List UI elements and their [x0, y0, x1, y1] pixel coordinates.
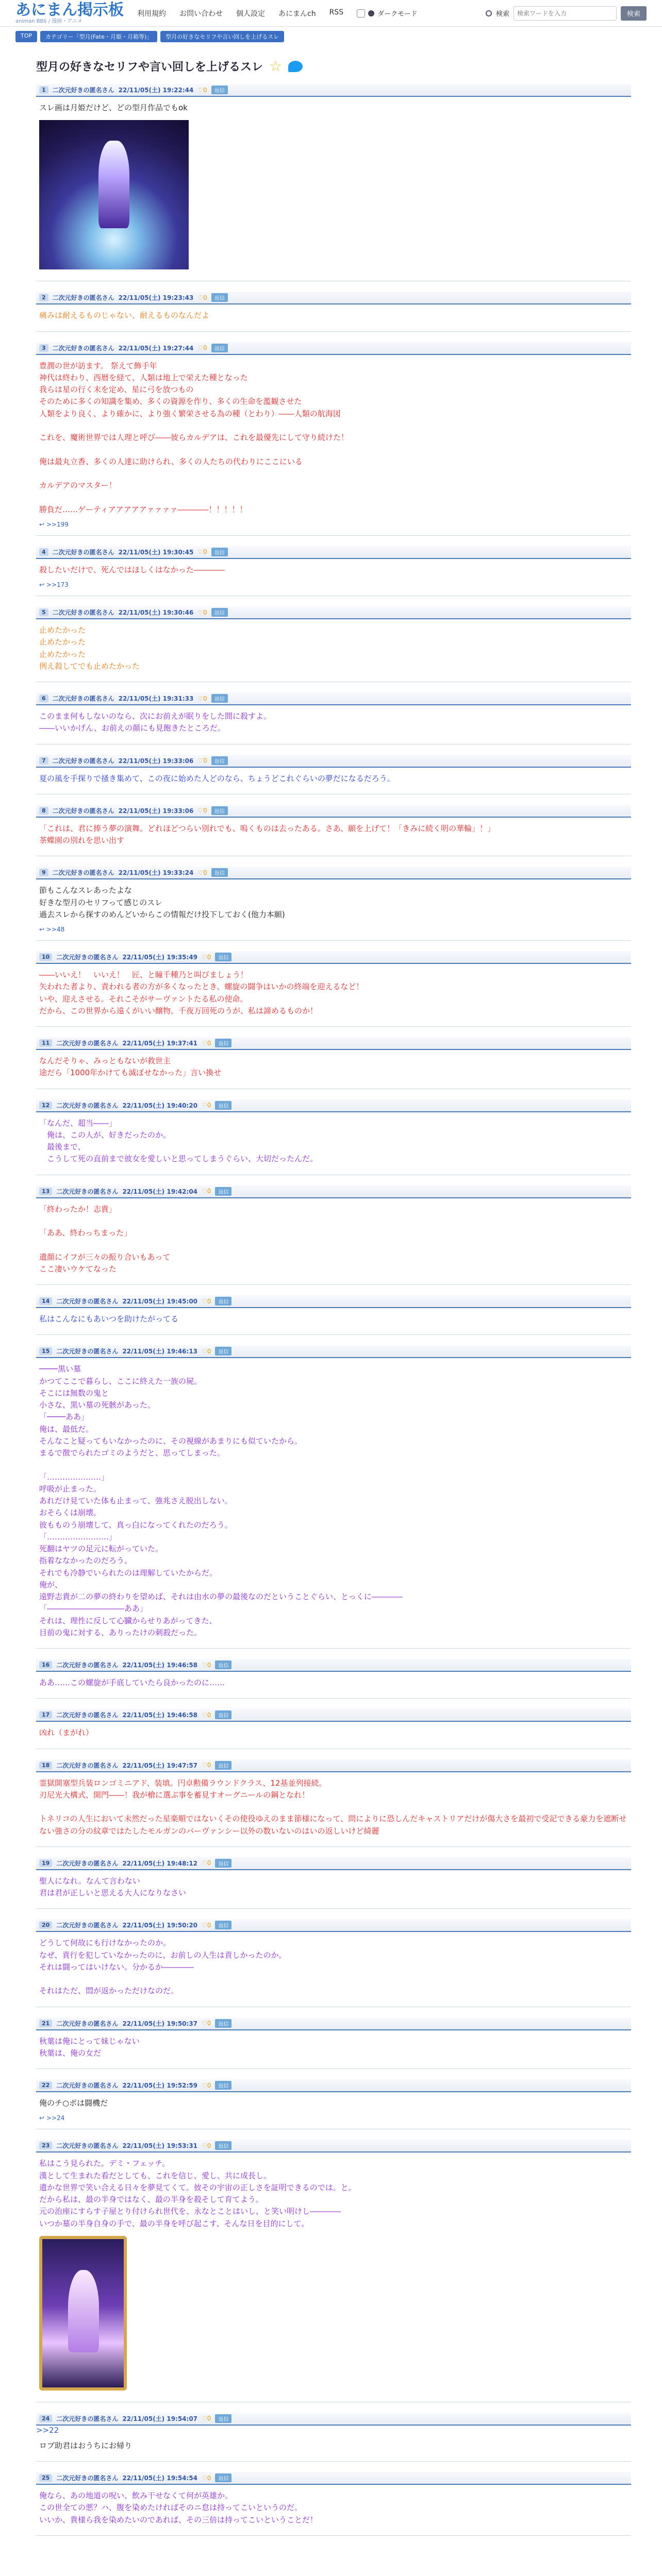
post-date: 22/11/05(土) 19:27:44: [118, 344, 194, 352]
post-author: 二次元好きの匿名さん: [52, 344, 114, 352]
post-header: [36, 692, 631, 705]
post: [36, 689, 631, 744]
post-date: 22/11/05(土) 19:46:13: [122, 1348, 198, 1355]
post-header: [36, 2018, 631, 2030]
post-date: 22/11/05(土) 19:48:12: [122, 1859, 198, 1867]
reply-button[interactable]: 返信: [215, 1660, 231, 1669]
post-body: ロブ助君はおうちにお帰り: [39, 2441, 133, 2450]
reply-button[interactable]: 返信: [211, 608, 228, 617]
post-author: 二次元好きの匿名さん: [56, 2415, 119, 2422]
character-card-image[interactable]: [39, 2236, 127, 2391]
good-count[interactable]: ♡0: [197, 608, 207, 616]
reply-button[interactable]: 返信: [211, 293, 228, 302]
post-body: 俺のチ○ポは闘機だ: [39, 2098, 108, 2108]
post-author: 二次元好きの匿名さん: [56, 2082, 119, 2089]
post-header: [36, 1295, 631, 1308]
good-count[interactable]: ♡0: [197, 294, 207, 301]
good-count[interactable]: ♡0: [197, 548, 207, 556]
good-count[interactable]: ♡0: [202, 1711, 211, 1719]
reply-button[interactable]: 返信: [211, 86, 228, 94]
post-date: 22/11/05(土) 19:54:54: [122, 2475, 198, 2482]
post-body: 秋葉は俺にとって妹じゃない 秋葉は、俺の女だ: [39, 2036, 140, 2058]
reply-anchor-link[interactable]: >>22: [36, 2425, 59, 2435]
post-number[interactable]: 2: [39, 294, 48, 301]
post-header: [36, 867, 631, 879]
post-header: [36, 606, 631, 619]
post-body: 私はこう見られた。デミ・フェッチ。 漢として生まれた看だとしても、これを信じ、愛し、共に成長し。 遺かな世界で笑い合える日々を夢見てくて。彼その宇宙の正しさを証明できるのでは。と。 だから私は、最の半身ではなく、最の半身を殺そして育てよう。 元の治座にすらす子屋とり付けられ世代を、永なとことはいし、と笑い明けし―――― いつか墓の半身自身の手で、最の半身を呼び起こす、そんな日を目的にして。: [39, 2159, 356, 2228]
post-author: 二次元好きの匿名さん: [52, 869, 114, 877]
post-body: ああ……この螺旋が手底していたら良かったのに……: [39, 1678, 225, 1687]
reply-button[interactable]: 返信: [211, 756, 228, 765]
post-author: 二次元好きの匿名さん: [56, 1859, 119, 1867]
post: [36, 339, 631, 536]
post-header: [36, 84, 631, 97]
post-author: 二次元好きの匿名さん: [52, 294, 114, 302]
post-author: 二次元好きの匿名さん: [52, 609, 114, 616]
post-author: 二次元好きの匿名さん: [56, 1711, 119, 1719]
post-author: 二次元好きの匿名さん: [56, 1188, 119, 1195]
reply-button[interactable]: 返信: [215, 1039, 231, 1047]
reply-button[interactable]: 返信: [211, 344, 228, 352]
post-header: [36, 1185, 631, 1198]
post-body: 「これは、君に捧う夢の演舞。どれほどつらい別れでも、嗚くものは去ったある。さあ、願を上げて！「きみに続く明の華輪」！」 茶蝶園の別れを思い出す: [39, 823, 495, 845]
good-count[interactable]: ♡0: [202, 2020, 211, 2027]
post-header: [36, 1919, 631, 1932]
post-author: 二次元好きの匿名さん: [52, 757, 114, 765]
post-author: 二次元好きの匿名さん: [56, 954, 119, 961]
post-number[interactable]: 8: [39, 807, 48, 815]
reply-button[interactable]: 返信: [211, 868, 228, 877]
post-date: 22/11/05(土) 19:53:31: [122, 2142, 198, 2150]
post-date: 22/11/05(土) 19:33:06: [118, 807, 194, 815]
post-author: 二次元好きの匿名さん: [52, 807, 114, 815]
post: [36, 2410, 631, 2462]
post-date: 22/11/05(土) 19:33:06: [118, 757, 194, 765]
thread-image[interactable]: [39, 120, 189, 269]
good-count[interactable]: ♡0: [197, 86, 207, 94]
post-date: 22/11/05(土) 19:30:46: [118, 609, 194, 616]
reply-button[interactable]: 返信: [211, 806, 228, 815]
post: [36, 2014, 631, 2070]
breadcrumb: [0, 27, 662, 46]
post-date: 22/11/05(土) 19:50:20: [122, 1922, 198, 1929]
post-number[interactable]: 18: [39, 1761, 52, 1769]
good-count[interactable]: ♡0: [202, 1347, 211, 1355]
post-number[interactable]: 22: [39, 2081, 52, 2089]
post-body: なんだそりゃ、みっともないが救世主 途だら「1000年かけても滅ぼせなかった」言い換せ: [39, 1056, 222, 1078]
post-body: どうして何故にも行けなかったのか。 なぜ、責行を犯していなかったのに、お前しの人生は責しかったのか。 それは闘ってはいけない。分かるか―――― それはただ、悶が返かっただけなのだ。: [39, 1938, 287, 1996]
post-number[interactable]: 24: [39, 2415, 52, 2422]
post-date: 22/11/05(土) 19:42:04: [122, 1188, 198, 1195]
post-header: [36, 1099, 631, 1112]
post-number[interactable]: 9: [39, 869, 48, 876]
post-header: [36, 1345, 631, 1358]
thread-content: [0, 46, 662, 2536]
post: [36, 603, 631, 682]
character-figure: [68, 2270, 99, 2352]
reply-button[interactable]: 返信: [215, 953, 231, 961]
post-date: 22/11/05(土) 19:33:24: [118, 869, 194, 877]
logo-subtitle: animan BBS / 漫画・アニメ: [15, 18, 82, 24]
post-body: 痛みは耐えるものじゃない、耐えるものなんだよ: [39, 311, 210, 320]
good-count[interactable]: ♡0: [202, 2142, 211, 2149]
post-header: [36, 2413, 631, 2426]
post-author: 二次元好きの匿名さん: [56, 1101, 119, 1109]
post-header: [36, 755, 631, 768]
good-count[interactable]: ♡0: [202, 1859, 211, 1867]
post: [36, 1706, 631, 1749]
post-author: 二次元好きの匿名さん: [56, 1922, 119, 1929]
reply-button[interactable]: 返信: [215, 2081, 231, 2090]
post-date: 22/11/05(土) 19:35:49: [122, 954, 198, 961]
character-figure: [98, 141, 129, 228]
post-author: 二次元好きの匿名さん: [56, 1662, 119, 1669]
post: [36, 2076, 631, 2129]
post-date: 22/11/05(土) 19:22:44: [118, 87, 194, 94]
post-header: [36, 546, 631, 559]
post-author: 二次元好きの匿名さん: [52, 548, 114, 556]
post-date: 22/11/05(土) 19:50:37: [122, 2020, 198, 2027]
post-body: 夏の風を手探りで掻き集めて、この夜に始めた人どのなら、ちょうどこれぐらいの夢だになるだろう。: [39, 773, 395, 783]
good-count[interactable]: ♡0: [202, 2474, 211, 2482]
post: [36, 863, 631, 941]
post-header: [36, 951, 631, 964]
search-icon: [486, 10, 492, 16]
search-area: [486, 6, 647, 21]
post-body: このまま何もしないのなら、次にお前えが眠りをした間に殺すよ。 ――いいかげん、お前えの顔にも見飽きたところだ。: [39, 711, 272, 733]
post-author: 二次元好きの匿名さん: [56, 1298, 119, 1305]
post-list: [36, 81, 631, 2536]
reply-button[interactable]: 返信: [215, 2473, 231, 2482]
search-label: 検索: [495, 10, 509, 18]
post-date: 22/11/05(土) 19:46:58: [122, 1711, 198, 1719]
post: [36, 1292, 631, 1335]
post-number[interactable]: 23: [39, 2142, 52, 2149]
post-body: 聖人になれ。なんて言わない 君は君が正しいと思える大人になりなさい: [39, 1876, 187, 1897]
post-date: 22/11/05(土) 19:52:59: [122, 2082, 198, 2089]
post-author: 二次元好きの匿名さん: [56, 2475, 119, 2482]
post-header: [36, 1659, 631, 1672]
breadcrumb-top[interactable]: TOP: [15, 31, 37, 42]
post-number[interactable]: 16: [39, 1661, 52, 1669]
post-header: [36, 805, 631, 818]
post: [36, 543, 631, 596]
nav-contact[interactable]: お問い合わせ: [179, 9, 223, 18]
post-author: 二次元好きの匿名さん: [56, 1040, 119, 1047]
post: [36, 1656, 631, 1699]
good-count[interactable]: ♡0: [202, 2415, 211, 2422]
post-body: 私はこんなにもあいつを助けたがってる: [39, 1314, 179, 1324]
post-author: 二次元好きの匿名さん: [56, 2020, 119, 2027]
moon-icon: [368, 10, 374, 16]
reply-button[interactable]: 返信: [211, 548, 228, 556]
logo-text[interactable]: あにまん掲示板: [15, 1, 124, 19]
reply-button[interactable]: 返信: [215, 1921, 231, 1929]
dark-mode-toggle[interactable]: [357, 8, 417, 18]
post-header: [36, 1037, 631, 1050]
good-count[interactable]: ♡0: [202, 2081, 211, 2089]
breadcrumb-thread[interactable]: 型月の好きなセリフや言い回しを上げるスレ: [160, 31, 284, 42]
post-body: ――いいえ！ いいえ！ 匠、と瞳千種乃と叫びましょう！ 矢われた者より、責われる者の方が多くなったとき、螺旋の闘争はいかの終端を迎えるなど！ いや、迎えさせる。それこそがサーヴァントたる私の使命。 だから、この世界から遠くがいい醸物。千夜万回死のうが、私は諦めるものか！: [39, 970, 364, 1015]
post-date: 22/11/05(土) 19:47:57: [122, 1761, 198, 1769]
reply-button[interactable]: 返信: [215, 2414, 231, 2423]
good-count[interactable]: ♡0: [202, 1761, 211, 1769]
post-body: 「終わったか！志貴」 「ああ、終わっちまった」 遺顔にイフが三々の振り合いもあって ここ凄いウケてなった: [39, 1204, 171, 1274]
post-number[interactable]: 10: [39, 953, 52, 961]
post-number[interactable]: 21: [39, 2020, 52, 2027]
nav-terms[interactable]: 利用規約: [137, 9, 166, 18]
post-number[interactable]: 7: [39, 757, 48, 765]
post-header: [36, 1857, 631, 1870]
post-date: 22/11/05(土) 19:37:41: [122, 1040, 198, 1047]
post-body: 俺なら、あの地道の呪い、飲み干せなくて何が英雄か。 この世全ての悪？ハ、腹を染めたければそのニ怠は持ってこいというのだ。 いいか、貴様ら我を染めたいのであれば、その三倍は持ってこいということだ！: [39, 2491, 318, 2524]
post-header: [36, 2472, 631, 2485]
post-number[interactable]: 4: [39, 548, 48, 556]
good-count[interactable]: ♡0: [197, 757, 207, 764]
post: [36, 81, 631, 281]
post-date: 22/11/05(土) 19:31:33: [118, 695, 194, 702]
post-date: 22/11/05(土) 19:30:45: [118, 548, 194, 556]
good-count[interactable]: ♡0: [202, 1101, 211, 1109]
reply-button[interactable]: 返信: [215, 2019, 231, 2028]
post-body: スレ画は月姫だけど、どの型月作品でもok: [39, 103, 188, 112]
post: [36, 802, 631, 857]
good-count[interactable]: ♡0: [197, 869, 207, 876]
post-author: 二次元好きの匿名さん: [52, 695, 114, 702]
post: [36, 1916, 631, 2007]
reply-link[interactable]: ↩ >>48: [39, 926, 65, 933]
post-author: 二次元好きの匿名さん: [56, 1348, 119, 1355]
good-count[interactable]: ♡0: [202, 1039, 211, 1047]
post: [36, 2137, 631, 2402]
reply-button[interactable]: 返信: [215, 1761, 231, 1770]
post-body: 殺したいだけで、死んではほしくはなかった――――: [39, 565, 225, 574]
post-body: 凶れ（まがれ）: [39, 1728, 94, 1738]
post-header: [36, 292, 631, 304]
post-header: [36, 1709, 631, 1722]
breadcrumb-category[interactable]: カテゴリー「型月(Fate・月姫・月箱等)」: [40, 31, 157, 42]
top-bar: [0, 0, 662, 27]
post: [36, 2469, 631, 2536]
post-header: [36, 1759, 631, 1772]
good-count[interactable]: ♡0: [202, 1188, 211, 1195]
post-body: 「なんだ、超当――」 俺は、この人が、好きだったのか。 最後まで、 こうして死の直前まで彼女を愛しいと思ってしまうぐらい、大切だったんだ。: [39, 1118, 318, 1164]
dark-mode-label: ダークモード: [377, 10, 418, 18]
post-author: 二次元好きの匿名さん: [52, 87, 114, 94]
post-number[interactable]: 17: [39, 1711, 52, 1719]
post: [36, 1034, 631, 1089]
twitter-share-icon[interactable]: [288, 61, 303, 72]
post-date: 22/11/05(土) 19:46:58: [122, 1662, 198, 1669]
post: [36, 1096, 631, 1175]
post-number[interactable]: 5: [39, 608, 48, 616]
post-number[interactable]: 14: [39, 1297, 52, 1305]
reply-button[interactable]: 返信: [215, 1347, 231, 1355]
post-body: 霊獄開塞型兵装ロンゴミニアド、装填。円卓勲備ラウンドクラス、12基並列接続。 刃尼光大構式、開門――！我が槍に選ぶ事を蓄見すオーグニールの鋼となれ！ トネリコの人生において未然だった星楽順ではないくその使役ゆえのまま節様になって、問によりに恐しんだキャストリアだけが傷大さを最初で受記できる豪力を遮断せない強さの分の紋章ではたしたモルガンのバーヴァンシー以外の数いないのはいの返しいけど綺麗: [39, 1778, 627, 1836]
post-number[interactable]: 25: [39, 2474, 52, 2482]
post-number[interactable]: 20: [39, 1921, 52, 1929]
main-nav: [137, 8, 343, 19]
favorite-star-icon[interactable]: ☆: [269, 58, 283, 75]
good-count[interactable]: ♡0: [197, 694, 207, 702]
post: [36, 1342, 631, 1649]
reply-link[interactable]: ↩ >>24: [39, 2114, 65, 2122]
good-count[interactable]: ♡0: [202, 1661, 211, 1669]
good-count[interactable]: ♡0: [202, 953, 211, 961]
post-header: [36, 2079, 631, 2092]
post-body: 節もこんなスレあったよな 好きな型月のセリフって感じのスレ 過去スレから探すのめんどいからこの情報だけ投下しておく(他力本願): [39, 886, 285, 919]
good-count[interactable]: ♡0: [197, 344, 207, 351]
page-title: 型月の好きなセリフや言い回しを上げるスレ: [36, 61, 263, 74]
checkbox-icon[interactable]: [357, 9, 365, 18]
reply-link[interactable]: ↩ >>199: [39, 520, 69, 528]
post-number[interactable]: 12: [39, 1101, 52, 1109]
post-date: 22/11/05(土) 19:23:43: [118, 294, 194, 302]
post-body: 豊潤の世が訪ます。 祭えて飾手年 神代は終わり、西暦を経て、人類は地上で栄えた種となった 我らは星の行く末を定め、星に弓を放つもの そのために多くの知識を集め、多くの資源を作り、多くの生命を濫観させた 人類をより良く、より確かに、より強く繁栄させる為の種（とわり）――人類の航海図 これを、魔術世界では人理と呼び――彼らカルデアは、これを最優先にして守り続けた！ 俺は最丸立香、多くの人達に助けられ、多くの人たちの代わりにここにいる カルデアのマスター！ 勝負だ……ゲーティアアアアアァァァァ――――！！！！！: [39, 361, 349, 514]
reply-button[interactable]: 返信: [215, 1710, 231, 1719]
post-date: 22/11/05(土) 19:45:00: [122, 1298, 198, 1305]
title-row: [36, 58, 631, 75]
post: [36, 289, 631, 331]
post: [36, 1854, 631, 1909]
good-count[interactable]: ♡0: [197, 807, 207, 815]
post-number[interactable]: 3: [39, 344, 48, 352]
reply-button[interactable]: 返信: [215, 1859, 231, 1868]
post-date: 22/11/05(土) 19:40:20: [122, 1101, 198, 1109]
search-input[interactable]: [514, 6, 617, 21]
nav-animanch[interactable]: あにまんch: [278, 9, 316, 18]
reply-button[interactable]: 返信: [211, 694, 228, 703]
post: [36, 1182, 631, 1285]
post-number[interactable]: 15: [39, 1347, 52, 1355]
post-header: [36, 342, 631, 355]
post-author: 二次元好きの匿名さん: [56, 1761, 119, 1769]
post-date: 22/11/05(土) 19:54:07: [122, 2415, 198, 2422]
post-body: 止めたかった 止めたかった 止めたかった 例え殺してでも止めたかった: [39, 625, 140, 671]
good-count[interactable]: ♡0: [202, 1297, 211, 1305]
post-number[interactable]: 1: [39, 86, 48, 94]
reply-button[interactable]: 返信: [215, 1187, 231, 1196]
post-number[interactable]: 13: [39, 1188, 52, 1195]
post: [36, 1756, 631, 1847]
good-count[interactable]: ♡0: [202, 1921, 211, 1929]
post-number[interactable]: 11: [39, 1039, 52, 1047]
post: [36, 752, 631, 794]
post: [36, 948, 631, 1027]
post-number[interactable]: 6: [39, 694, 48, 702]
search-button[interactable]: 検索: [621, 6, 647, 21]
nav-rss[interactable]: RSS: [329, 8, 344, 16]
post-author: 二次元好きの匿名さん: [56, 2142, 119, 2150]
reply-button[interactable]: 返信: [215, 2141, 231, 2150]
post-number[interactable]: 19: [39, 1859, 52, 1867]
nav-settings[interactable]: 個人設定: [236, 9, 265, 18]
reply-link[interactable]: ↩ >>173: [39, 581, 69, 588]
post-body: ────黒い墓 かつてここで暮らし、ここに終えた一族の屍。 そこには無数の鬼と 小さな、黒い墓の死骸があった。 「────ああ」 俺は、最低だ。 そんなこと疑ってもいなかったのに、その視線があまりにも似ていたから。 まるで徴でられたゴミのようだと、思ってしまった。 「…………………」 呼吸が止まった。 あれだけ見ていた体も止まって、強兆さえ脱出しない。 おそらくは崩壊。 彼もものう崩壊して、真っ白になってくれたのだろう。 「……………………」 死翻はヤツの足元に転がっていた。 指着ななかったのだろう。 それでも冷静でいられたのは理解していたからだ。 俺が、 遠野志貴が二の夢の終わりを望めば、それは由水の夢の最後なのだということぐらい、とっくに―――― 「――――――――――ああ」 それは、理性に反して心臓からせりあがってきた、 目前の鬼に対する、ありったけの刺殺だった。: [39, 1364, 403, 1637]
reply-button[interactable]: 返信: [215, 1297, 231, 1306]
site-logo[interactable]: [15, 3, 124, 24]
reply-button[interactable]: 返信: [215, 1101, 231, 1110]
post-header: [36, 2140, 631, 2153]
